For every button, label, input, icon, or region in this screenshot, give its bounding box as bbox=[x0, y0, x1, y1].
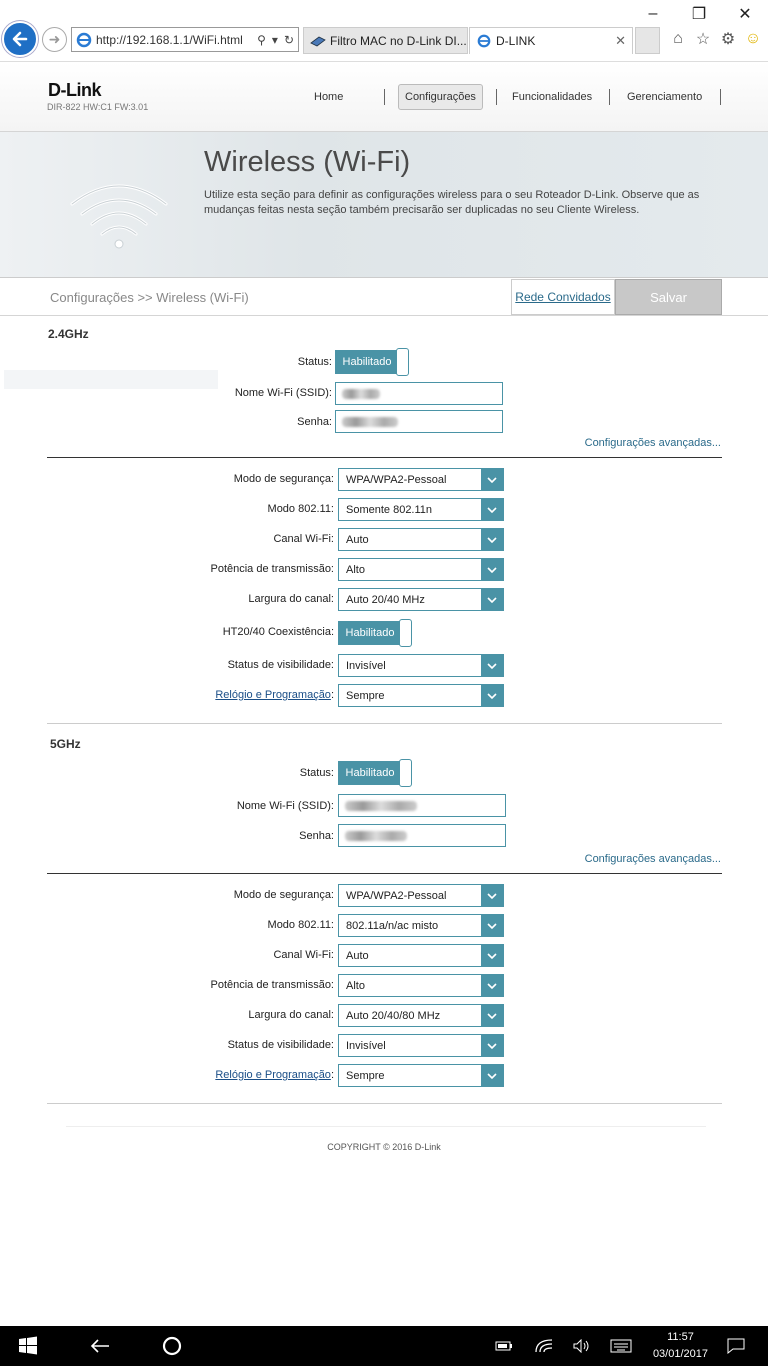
guest-network-button[interactable]: Rede Convidados bbox=[511, 279, 615, 315]
width-label: Largura do canal: bbox=[248, 1009, 334, 1021]
redacted-value bbox=[342, 389, 380, 399]
dlink-logo: D-Link bbox=[48, 80, 101, 100]
select-value: Auto bbox=[346, 533, 369, 546]
chevron-down-icon[interactable] bbox=[481, 1065, 503, 1086]
cortana-button[interactable] bbox=[154, 1326, 190, 1366]
router-header bbox=[0, 62, 768, 132]
new-tab-button[interactable] bbox=[635, 27, 660, 54]
battery-icon[interactable] bbox=[492, 1326, 516, 1366]
cortana-circle-icon bbox=[161, 1335, 183, 1357]
select-value: Sempre bbox=[346, 689, 385, 702]
visibility-label: Status de visibilidade: bbox=[227, 1039, 334, 1051]
tab-dlink[interactable] bbox=[469, 27, 633, 54]
coexistence-toggle[interactable] bbox=[338, 619, 414, 647]
redacted-value bbox=[342, 417, 398, 427]
schedule-select-5[interactable] bbox=[338, 1064, 504, 1087]
schedule-link[interactable]: Relógio e Programação bbox=[215, 689, 331, 701]
feedback-smiley-icon[interactable]: ☺ bbox=[744, 30, 762, 47]
forward-arrow-icon: ➜ bbox=[48, 31, 61, 47]
nav-divider bbox=[720, 89, 721, 105]
security-label: Modo de segurança: bbox=[233, 889, 334, 901]
select-value: Alto bbox=[346, 979, 365, 992]
breadcrumb-bar bbox=[0, 278, 768, 316]
nav-gerenciamento[interactable]: Gerenciamento bbox=[627, 91, 703, 103]
ie-tab-icon bbox=[476, 34, 492, 48]
password-input-5[interactable] bbox=[338, 824, 506, 847]
mode-label: Modo 802.11: bbox=[267, 503, 334, 515]
security-label: Modo de segurança: bbox=[233, 473, 334, 485]
divider bbox=[47, 873, 722, 874]
close-tab-icon[interactable]: ✕ bbox=[615, 33, 626, 48]
back-button[interactable] bbox=[2, 21, 38, 57]
chevron-down-icon[interactable] bbox=[481, 1005, 503, 1026]
router-tab-icon bbox=[310, 34, 326, 48]
chevron-down-icon[interactable] bbox=[481, 529, 503, 550]
back-nav-button[interactable] bbox=[82, 1326, 118, 1366]
mode-select-5[interactable] bbox=[338, 914, 504, 937]
model-info: DIR-822 HW:C1 FW:3.01 bbox=[47, 102, 149, 112]
band-5-title: 5GHz bbox=[50, 737, 81, 751]
chevron-down-icon[interactable] bbox=[481, 945, 503, 966]
toggle-state: Habilitado bbox=[338, 761, 402, 785]
action-center-icon[interactable] bbox=[724, 1326, 748, 1366]
windows-taskbar bbox=[0, 1326, 768, 1366]
keyboard-icon[interactable] bbox=[608, 1326, 634, 1366]
schedule-label-row bbox=[34, 1069, 334, 1081]
chevron-down-icon[interactable] bbox=[481, 589, 503, 610]
select-value: Auto 20/40 MHz bbox=[346, 593, 425, 606]
search-icon[interactable]: ⚲ bbox=[257, 32, 266, 47]
breadcrumb: Configurações >> Wireless (Wi-Fi) bbox=[50, 290, 249, 305]
wifi-status-icon[interactable] bbox=[532, 1326, 556, 1366]
divider bbox=[47, 723, 722, 724]
ie-page-icon bbox=[76, 32, 92, 48]
favorites-star-icon[interactable]: ☆ bbox=[695, 31, 711, 48]
home-icon[interactable]: ⌂ bbox=[673, 30, 683, 47]
divider bbox=[47, 1103, 722, 1104]
select-value: Alto bbox=[346, 563, 365, 576]
tab-label: D-LINK bbox=[496, 34, 536, 48]
nav-home[interactable]: Home bbox=[314, 91, 344, 103]
close-button[interactable]: ✕ bbox=[738, 6, 752, 23]
tab-filtro-mac[interactable] bbox=[303, 27, 468, 54]
redacted-value bbox=[345, 831, 407, 841]
select-value: Somente 802.11n bbox=[346, 503, 433, 516]
power-label: Potência de transmissão: bbox=[210, 979, 334, 991]
mode-select-24[interactable] bbox=[338, 498, 504, 521]
visibility-select-24[interactable] bbox=[338, 654, 504, 677]
power-select-24[interactable] bbox=[338, 558, 504, 581]
chevron-down-icon[interactable] bbox=[481, 975, 503, 996]
page-description: Utilize esta seção para definir as configurações wireless para o seu Roteador D-Link. Observe que as mudanças feitas nesta seção também precisarão ser duplicadas no seu Cliente Wireless. bbox=[204, 189, 700, 216]
schedule-colon: : bbox=[330, 689, 334, 701]
address-bar[interactable] bbox=[71, 27, 299, 52]
toggle-state: Habilitado bbox=[338, 621, 402, 645]
mode-label: Modo 802.11: bbox=[267, 919, 334, 931]
advanced-settings-link-5[interactable]: Configurações avançadas... bbox=[584, 853, 721, 865]
toggle-state: Habilitado bbox=[335, 350, 399, 374]
status-label: Status: bbox=[299, 767, 334, 779]
nav-divider bbox=[609, 89, 610, 105]
status-label: Status: bbox=[297, 356, 332, 368]
url-text[interactable]: http://192.168.1.1/WiFi.html bbox=[96, 32, 243, 47]
windows-logo-icon bbox=[18, 1336, 38, 1356]
system-clock[interactable] bbox=[653, 1329, 708, 1363]
nav-configuracoes[interactable]: Configurações bbox=[398, 84, 483, 110]
ssid-input-24[interactable] bbox=[335, 382, 503, 405]
toggle-knob[interactable] bbox=[399, 759, 412, 787]
schedule-label-row bbox=[34, 689, 334, 701]
coexistence-label: HT20/40 Coexistência: bbox=[222, 626, 334, 638]
password-input-24[interactable] bbox=[335, 410, 503, 433]
ssid-label: Nome Wi-Fi (SSID): bbox=[234, 387, 332, 399]
password-label: Senha: bbox=[299, 830, 334, 842]
window-controls bbox=[630, 0, 768, 28]
refresh-icon[interactable]: ↻ bbox=[283, 32, 294, 47]
redacted-value bbox=[345, 801, 417, 811]
minimize-button[interactable]: – bbox=[648, 5, 658, 22]
back-arrow-icon bbox=[89, 1338, 111, 1354]
chevron-down-icon[interactable] bbox=[481, 499, 503, 520]
forward-button[interactable] bbox=[42, 27, 67, 52]
password-label: Senha: bbox=[297, 416, 332, 428]
footer-divider bbox=[66, 1126, 706, 1127]
main-nav bbox=[308, 84, 349, 110]
advanced-settings-link-24[interactable]: Configurações avançadas... bbox=[584, 437, 721, 449]
toggle-knob[interactable] bbox=[399, 619, 412, 647]
chevron-down-icon[interactable] bbox=[481, 655, 503, 676]
security-select-5[interactable] bbox=[338, 884, 504, 907]
channel-select-5[interactable] bbox=[338, 944, 504, 967]
nav-divider bbox=[496, 89, 497, 105]
schedule-colon: : bbox=[330, 1069, 334, 1081]
select-value: WPA/WPA2-Pessoal bbox=[346, 889, 447, 902]
select-value: WPA/WPA2-Pessoal bbox=[346, 473, 447, 486]
wifi-icon bbox=[64, 176, 174, 256]
visibility-label: Status de visibilidade: bbox=[227, 659, 334, 671]
chevron-down-icon[interactable] bbox=[481, 559, 503, 580]
nav-funcionalidades[interactable]: Funcionalidades bbox=[512, 91, 593, 103]
page-banner bbox=[0, 132, 768, 278]
settings-gear-icon[interactable]: ⚙ bbox=[720, 31, 736, 48]
divider bbox=[47, 457, 722, 458]
status-toggle-5[interactable] bbox=[338, 759, 414, 787]
dropdown-icon[interactable]: ▾ bbox=[271, 32, 278, 47]
toggle-knob[interactable] bbox=[396, 348, 409, 376]
select-value: 802.11a/n/ac misto bbox=[346, 919, 439, 932]
schedule-select-24[interactable] bbox=[338, 684, 504, 707]
width-select-24[interactable] bbox=[338, 588, 504, 611]
schedule-link[interactable]: Relógio e Programação bbox=[215, 1069, 331, 1081]
width-label: Largura do canal: bbox=[248, 593, 334, 605]
chevron-down-icon[interactable] bbox=[481, 685, 503, 706]
visibility-select-5[interactable] bbox=[338, 1034, 504, 1057]
restore-button[interactable]: ❐ bbox=[691, 6, 707, 23]
select-value: Invisível bbox=[346, 659, 386, 672]
channel-label: Canal Wi-Fi: bbox=[273, 949, 334, 961]
chevron-down-icon[interactable] bbox=[481, 1035, 503, 1056]
select-value: Auto bbox=[346, 949, 369, 962]
browser-chrome bbox=[0, 0, 768, 62]
clock-time: 11:57 bbox=[667, 1331, 694, 1343]
page-title: Wireless (Wi-Fi) bbox=[204, 146, 411, 178]
width-select-5[interactable] bbox=[338, 1004, 504, 1027]
power-label: Potência de transmissão: bbox=[210, 563, 334, 575]
band-24-title: 2.4GHz bbox=[48, 327, 89, 341]
ssid-label: Nome Wi-Fi (SSID): bbox=[236, 800, 334, 812]
back-arrow-icon bbox=[10, 29, 30, 49]
ssid-input-5[interactable] bbox=[338, 794, 506, 817]
copyright-text: COPYRIGHT © 2016 D-Link bbox=[327, 1142, 441, 1152]
chevron-down-icon[interactable] bbox=[481, 469, 503, 490]
volume-icon[interactable] bbox=[570, 1326, 594, 1366]
nav-divider bbox=[384, 89, 385, 105]
tab-label: Filtro MAC no D-Link DI... bbox=[330, 33, 467, 48]
channel-select-24[interactable] bbox=[338, 528, 504, 551]
status-toggle-24[interactable] bbox=[335, 348, 411, 376]
save-button[interactable]: Salvar bbox=[615, 279, 722, 315]
select-value: Sempre bbox=[346, 1069, 385, 1082]
clock-date: 03/01/2017 bbox=[652, 1348, 708, 1360]
chevron-down-icon[interactable] bbox=[481, 885, 503, 906]
chevron-down-icon[interactable] bbox=[481, 915, 503, 936]
power-select-5[interactable] bbox=[338, 974, 504, 997]
security-select-24[interactable] bbox=[338, 468, 504, 491]
select-value: Invisível bbox=[346, 1039, 386, 1052]
start-button[interactable] bbox=[10, 1326, 46, 1366]
select-value: Auto 20/40/80 MHz bbox=[346, 1009, 441, 1022]
channel-label: Canal Wi-Fi: bbox=[273, 533, 334, 545]
